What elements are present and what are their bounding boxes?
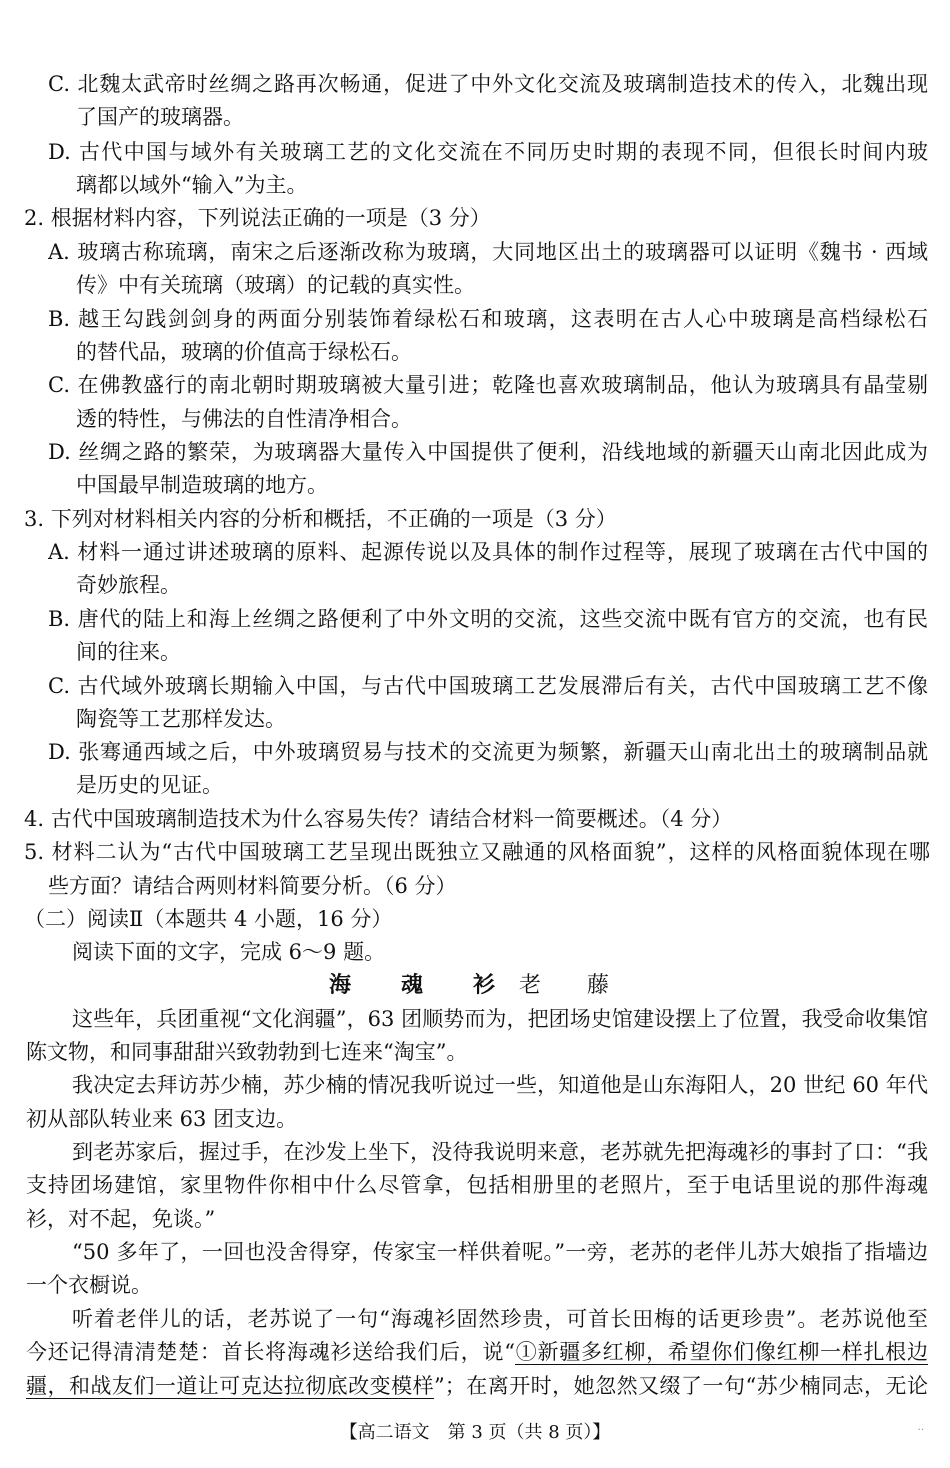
story-title-block <box>0 969 950 1001</box>
q2-option-c-line1: C. 在佛教盛行的南北朝时期玻璃被大量引进；乾隆也喜欢玻璃制品，他认为玻璃具有晶莹剔 <box>48 373 928 397</box>
paragraph-1-line2: 陈文物，和同事甜甜兴致勃勃到七连来“淘宝”。 <box>26 1040 468 1064</box>
underlined-sentence-1b: 疆，和战友们一道让可克达拉彻底改变模样 <box>26 1374 435 1398</box>
paragraph-2-line1: 我决定去拜访苏少楠，苏少楠的情况我听说过一些，知道他是山东海阳人，20 世纪 60 年代 <box>72 1073 928 1097</box>
question-4: 4. 古代中国玻璃制造技术为什么容易失传？请结合材料一简要概述。（4 分） <box>24 807 733 831</box>
q3-option-c-line1: C. 古代域外玻璃长期输入中国，与古代中国玻璃工艺发展滞后有关，古代中国玻璃工艺不像 <box>48 674 928 698</box>
q2-option-b-line1: B. 越王勾践剑剑身的两面分别装饰着绿松石和玻璃，这表明在古人心中玻璃是高档绿松石 <box>48 307 928 331</box>
paragraph-5-line1: 听着老伴儿的话，老苏说了一句“海魂衫固然珍贵，可首长田梅的话更珍贵”。老苏说他至 <box>72 1307 928 1331</box>
question-2: 2. 根据材料内容，下列说法正确的一项是（3 分） <box>24 206 491 230</box>
option-c-line1: C. 北魏太武帝时丝绸之路再次畅通，促进了中外文化交流及玻璃制造技术的传入，北魏出现 <box>48 72 928 96</box>
paragraph-4-line1: “50 多年了，一回也没舍得穿，传家宝一样供着呢。”一旁，老苏的老伴儿苏大娘指了指墙边 <box>72 1240 928 1264</box>
q3-option-c-line2: 陶瓷等工艺那样发达。 <box>76 707 286 731</box>
paragraph-5-line2-text: 今还记得清清楚楚：首长将海魂衫送给我们后，说“ <box>26 1340 515 1364</box>
q2-option-a-line1: A. 玻璃古称琉璃，南宋之后逐渐改称为玻璃，大同地区出土的玻璃器可以证明《魏书 · 西域 <box>48 240 928 264</box>
option-c-line2: 了国产的玻璃器。 <box>76 105 244 129</box>
q3-option-d-line1: D. 张骞通西域之后，中外玻璃贸易与技术的交流更为频繁，新疆天山南北出土的玻璃制品就 <box>48 740 928 764</box>
paragraph-5-line3-text: ”；在离开时，她忽然又缀了一句“苏少楠同志，无论 <box>434 1374 928 1398</box>
q3-option-a-line2: 奇妙旅程。 <box>76 573 181 597</box>
q2-option-c-line2: 透的特性，与佛法的自性清净相合。 <box>76 407 412 431</box>
paragraph-3-line3: 衫，对不起，免谈。” <box>26 1207 216 1231</box>
paragraph-5-line3 <box>26 1371 928 1401</box>
q3-option-b-line1: B. 唐代的陆上和海上丝绸之路便利了中外文明的交流，这些交流中既有官方的交流，也有民 <box>48 607 928 631</box>
q2-option-d-line1: D. 丝绸之路的繁荣，为玻璃器大量传入中国提供了便利，沿线地域的新疆天山南北因此成为 <box>48 440 928 464</box>
corner-mark: .. <box>917 1422 924 1433</box>
story-title: 海 魂 衫 <box>328 972 509 998</box>
q3-option-a-line1: A. 材料一通过讲述玻璃的原料、起源传说以及具体的制作过程等，展现了玻璃在古代中国的 <box>48 540 928 564</box>
paragraph-4-line2: 一个衣橱说。 <box>26 1273 152 1297</box>
q2-option-b-line2: 的替代品，玻璃的价值高于绿松石。 <box>76 340 412 364</box>
underlined-sentence-1a: ①新疆多红柳，希望你们像红柳一样扎根边 <box>514 1340 928 1364</box>
option-d-line2: 璃都以域外“输入”为主。 <box>76 173 308 197</box>
q3-option-d-line2: 是历史的见证。 <box>76 773 223 797</box>
paragraph-5-line2 <box>26 1337 928 1367</box>
reading-instruction: 阅读下面的文字，完成 6～9 题。 <box>72 940 386 964</box>
paragraph-1-line1: 这些年，兵团重视“文化润疆”，63 团顺势而为，把团场史馆建设摆上了位置，我受命收集馆 <box>72 1007 928 1031</box>
q2-option-d-line2: 中国最早制造玻璃的地方。 <box>76 473 328 497</box>
question-5-line2: 些方面？请结合两则材料简要分析。（6 分） <box>48 874 457 898</box>
section-heading: （二）阅读Ⅱ（本题共 4 小题，16 分） <box>24 907 393 931</box>
paragraph-3-line2: 支持团场建馆，家里物件你相中什么尽管拿，包括相册里的老照片，至于电话里说的那件海魂 <box>26 1173 928 1197</box>
paragraph-3-line1: 到老苏家后，握过手，在沙发上坐下，没待我说明来意，老苏就先把海魂衫的事封了口：“我 <box>72 1140 928 1164</box>
question-5-line1: 5. 材料二认为“古代中国玻璃工艺呈现出既独立又融通的风格面貌”，这样的风格面貌体现在哪 <box>24 840 930 864</box>
option-d-line1: D. 古代中国与域外有关玻璃工艺的文化交流在不同历史时期的表现不同，但很长时间内玻 <box>48 140 928 164</box>
question-3: 3. 下列对材料相关内容的分析和概括，不正确的一项是（3 分） <box>24 507 617 531</box>
story-author: 老 藤 <box>519 973 622 998</box>
q3-option-b-line2: 间的往来。 <box>76 640 181 664</box>
q2-option-a-line2: 传》中有关琉璃（玻璃）的记载的真实性。 <box>76 273 475 297</box>
paragraph-2-line2: 初从部队转业来 63 团支边。 <box>26 1107 298 1131</box>
page-footer: 【高二语文 第 3 页（共 8 页）】 <box>339 1422 611 1443</box>
